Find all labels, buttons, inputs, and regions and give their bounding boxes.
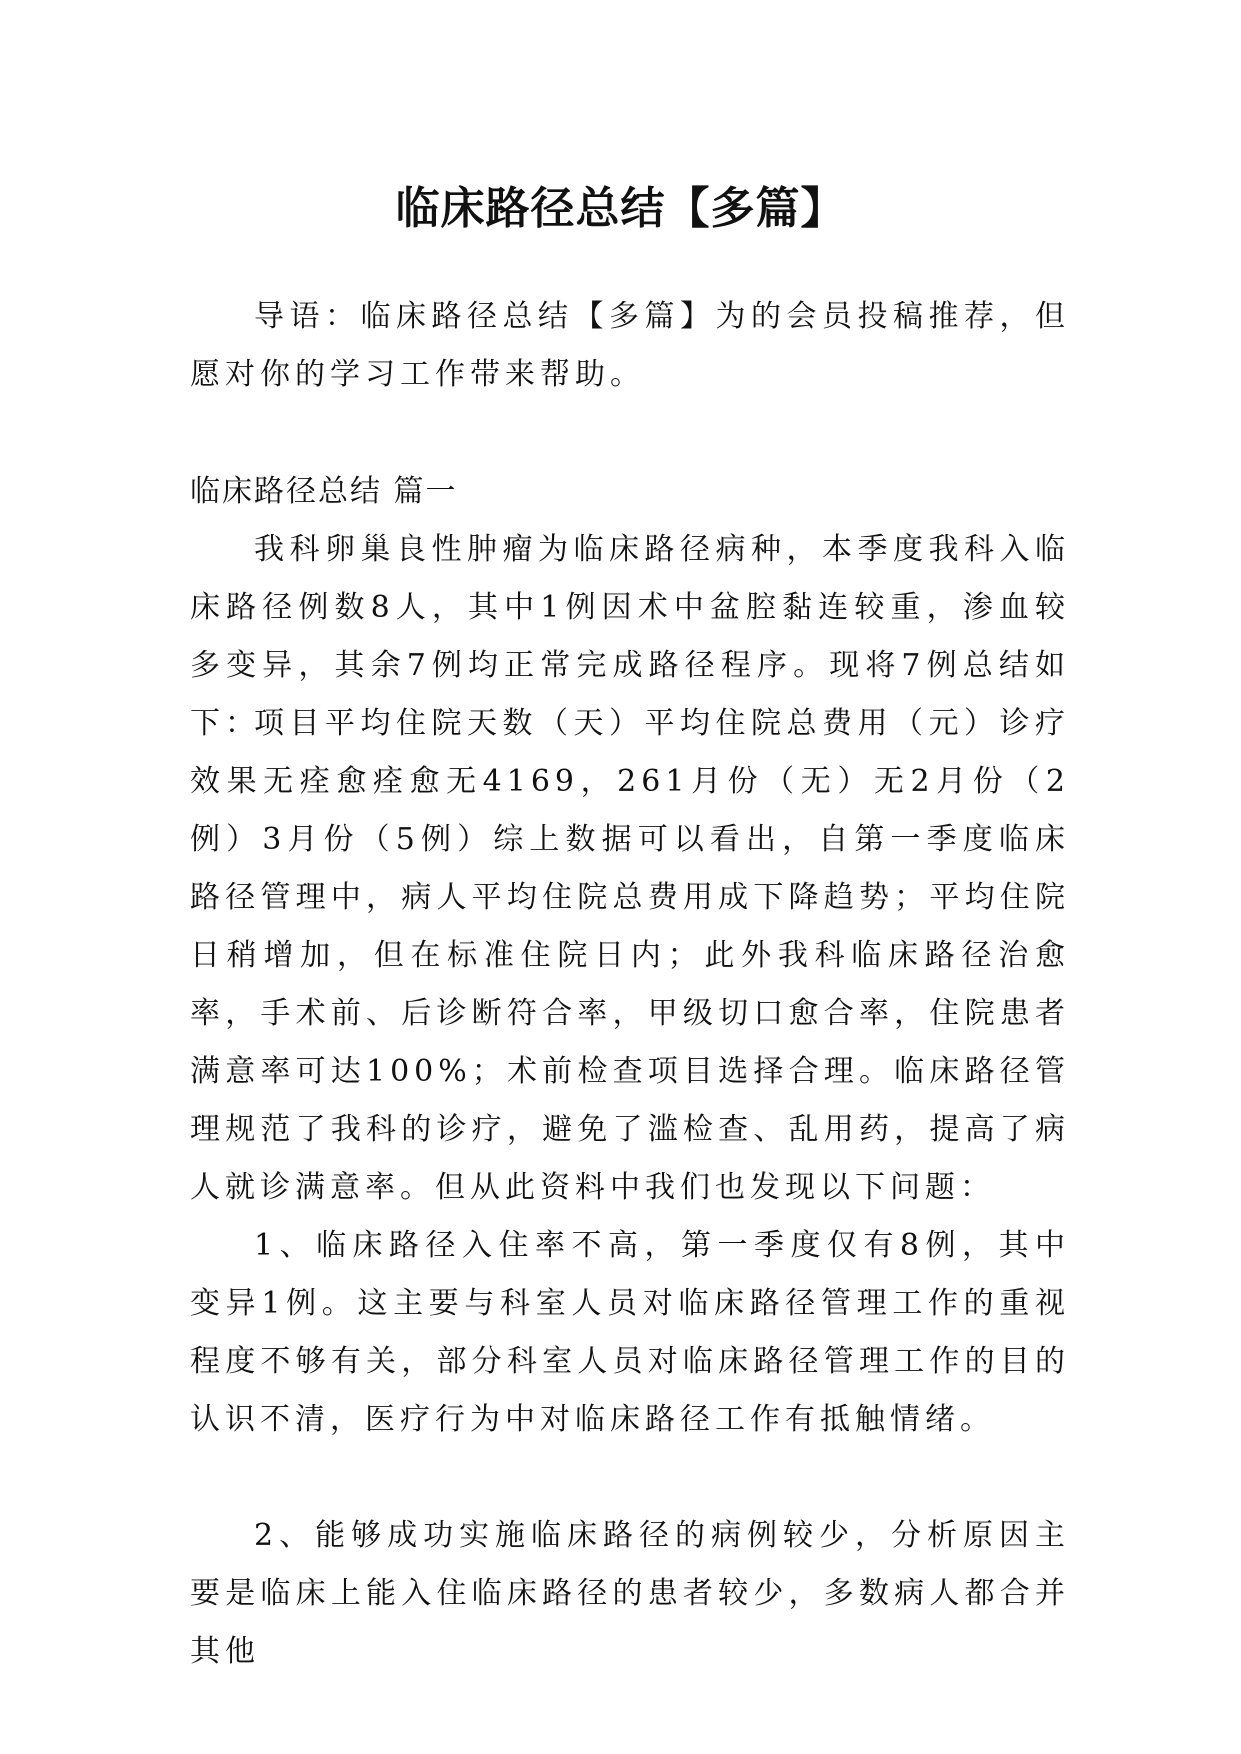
body-paragraph: 我科卵巢良性肿瘤为临床路径病种，本季度我科入临床路径例数8人，其中1例因术中盆腔黏连较重，渗血较多变异，其余7例均正常完成路径程序。现将7例总结如下： [190, 532, 1070, 741]
section-heading: 临床路径总结 篇一 [190, 474, 458, 509]
body-paragraph: 项目平均住院天数（天）平均住院总费用（元）诊疗效果无痊愈痊愈无4169，261月份（无）无2月份（2例）3月份（5例）综上数据可以看出，自第一季度临床路径管理中，病人平均住院总费用成下降趋势；平均住院日稍增加，但在标准住院日内；此外我科临床路径治愈率，手术前、后诊断符合率，甲级切口愈合率，住院患者满意率可达100%；术前检查项目选择合理。临床路径管理规范了我科的诊疗，避免了滥检查、乱用药，提高了病人就诊满意率。但从此资料中我们也发现以下问题： [190, 706, 1070, 1205]
body-paragraph: 2、能够成功实施临床路径的病例较少，分析原因主要是临床上能入住临床路径的患者较少，多数病人都合并其他 [190, 1518, 1070, 1669]
document-title: 临床路径总结【多篇】 [395, 183, 846, 235]
intro-paragraph: 导语：临床路径总结【多篇】为的会员投稿推荐，但愿对你的学习工作带来帮助。 [190, 299, 1070, 392]
body-paragraph: 1、临床路径入住率不高，第一季度仅有8例，其中变异1例。这主要与科室人员对临床路径管理工作的重视程度不够有关，部分科室人员对临床路径管理工作的目的认识不清，医疗行为中对临床路径工作有抵触情绪。 [190, 1228, 1070, 1437]
